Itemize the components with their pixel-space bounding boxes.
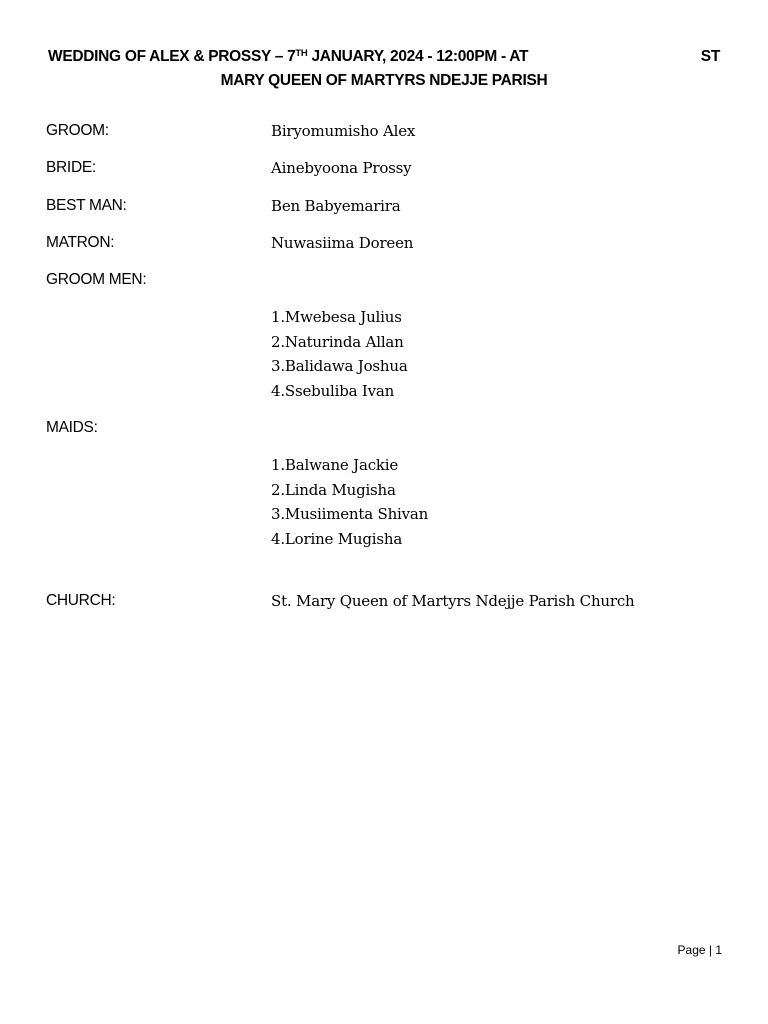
groom-label: GROOM: bbox=[46, 122, 109, 139]
list-item: 4.Ssebuliba Ivan bbox=[271, 381, 395, 400]
title-superscript: TH bbox=[295, 48, 308, 59]
document-title-line-2: MARY QUEEN OF MARTYRS NDEJJE PARISH bbox=[220, 72, 548, 89]
maids-list bbox=[271, 453, 428, 551]
groom-value: Biryomumisho Alex bbox=[271, 122, 416, 140]
groom-men-list bbox=[271, 305, 408, 403]
maids-label: MAIDS: bbox=[46, 419, 98, 436]
church-value: St. Mary Queen of Martyrs Ndejje Parish Church bbox=[271, 592, 635, 610]
best-man-value: Ben Babyemarira bbox=[271, 197, 401, 215]
title-suffix: JANUARY, 2024 - 12:00PM - AT bbox=[307, 48, 529, 65]
list-item: 1.Balwane Jackie bbox=[271, 456, 399, 474]
list-item: 4.Lorine Mugisha bbox=[271, 529, 403, 548]
best-man-label: BEST MAN: bbox=[46, 197, 127, 214]
list-item: 2.Naturinda Allan bbox=[271, 332, 404, 351]
matron-value: Nuwasiima Doreen bbox=[271, 234, 414, 252]
title-right-word: ST bbox=[700, 48, 720, 65]
bride-label: BRIDE: bbox=[46, 159, 96, 176]
bride-value: Ainebyoona Prossy bbox=[271, 159, 412, 177]
matron-label: MATRON: bbox=[46, 234, 115, 251]
list-item: 1.Mwebesa Julius bbox=[271, 308, 402, 326]
groom-men-label: GROOM MEN: bbox=[46, 271, 147, 288]
list-item: 2.Linda Mugisha bbox=[271, 480, 396, 499]
document-title-line-1 bbox=[48, 48, 720, 66]
title-prefix: WEDDING OF ALEX & PROSSY – 7 bbox=[48, 48, 296, 65]
list-item: 3.Balidawa Joshua bbox=[271, 357, 408, 375]
page-number: Page | 1 bbox=[677, 943, 722, 957]
church-label: CHURCH: bbox=[46, 592, 116, 609]
list-item: 3.Musiimenta Shivan bbox=[271, 505, 429, 523]
